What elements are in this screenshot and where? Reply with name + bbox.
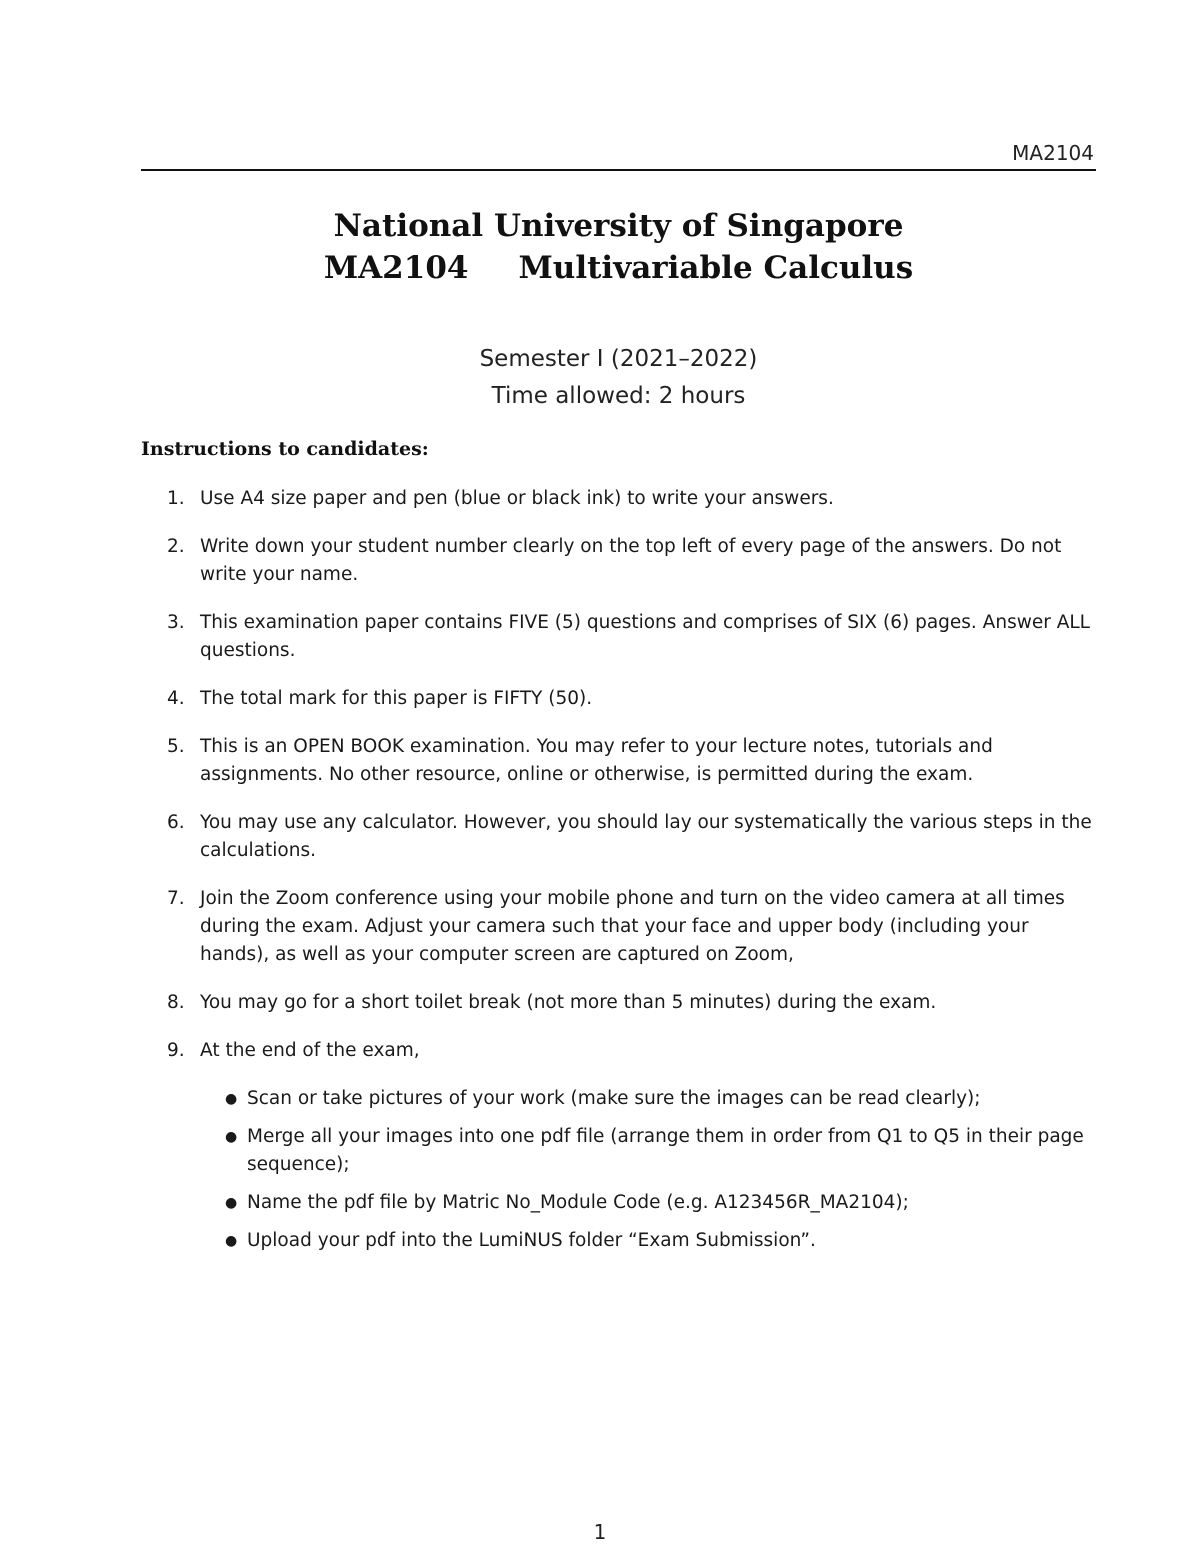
instruction-number: 1. xyxy=(167,488,185,509)
instruction-text: Join the Zoom conference using your mobile phone and turn on the video camera at all times during the exam. Adjust your camera such that your face and upper body (including your hands), as well as your computer screen are captured on Zoom, xyxy=(200,888,1065,965)
instruction-number: 8. xyxy=(167,992,185,1013)
bullet-icon: ● xyxy=(225,1195,238,1211)
instruction-number: 6. xyxy=(167,812,185,833)
course-title xyxy=(141,247,1096,289)
instruction-item xyxy=(141,733,1096,789)
title-block xyxy=(141,205,1096,289)
instruction-number: 9. xyxy=(167,1040,185,1061)
instructions-list xyxy=(141,485,1096,1275)
instruction-number: 4. xyxy=(167,688,185,709)
end-step-item xyxy=(200,1189,1096,1217)
end-step-item xyxy=(200,1085,1096,1113)
end-step-text: Scan or take pictures of your work (make sure the images can be read clearly); xyxy=(247,1088,981,1109)
end-step-text: Name the pdf file by Matric No_Module Code (e.g. A123456R_MA2104); xyxy=(247,1192,909,1213)
instruction-number: 7. xyxy=(167,888,185,909)
instruction-text: This examination paper contains FIVE (5) questions and comprises of SIX (6) pages. Answer ALL questions. xyxy=(200,612,1090,661)
exam-info xyxy=(141,341,1096,415)
instruction-text: At the end of the exam, xyxy=(200,1040,420,1061)
semester: Semester I (2021–2022) xyxy=(479,346,758,372)
end-step-item xyxy=(200,1123,1096,1179)
running-header-module-code: MA2104 xyxy=(1012,141,1094,165)
instruction-item xyxy=(141,1037,1096,1255)
course-name: Multivariable Calculus xyxy=(518,250,914,286)
instruction-text: You may use any calculator. However, you should lay our systematically the various steps in the calculations. xyxy=(200,812,1092,861)
instruction-text: This is an OPEN BOOK examination. You may refer to your lecture notes, tutorials and assignments. No other resource, online or otherwise, is permitted during the exam. xyxy=(200,736,993,785)
instruction-number: 3. xyxy=(167,612,185,633)
instructions-heading: Instructions to candidates: xyxy=(141,438,429,460)
instruction-item xyxy=(141,485,1096,513)
instruction-number: 5. xyxy=(167,736,185,757)
instruction-text: Write down your student number clearly on the top left of every page of the answers. Do not write your name. xyxy=(200,536,1062,585)
page-number: 1 xyxy=(593,1520,607,1544)
end-of-exam-steps xyxy=(200,1085,1096,1255)
end-step-item xyxy=(200,1227,1096,1255)
instruction-number: 2. xyxy=(167,536,185,557)
instruction-text: Use A4 size paper and pen (blue or black ink) to write your answers. xyxy=(200,488,834,509)
instruction-text: You may go for a short toilet break (not more than 5 minutes) during the exam. xyxy=(200,992,937,1013)
end-step-text: Upload your pdf into the LumiNUS folder “Exam Submission”. xyxy=(247,1230,816,1251)
end-step-text: Merge all your images into one pdf file (arrange them in order from Q1 to Q5 in their page sequence); xyxy=(247,1126,1084,1175)
instruction-item xyxy=(141,685,1096,713)
header-rule xyxy=(141,169,1096,171)
bullet-icon: ● xyxy=(225,1233,238,1249)
instruction-item xyxy=(141,533,1096,589)
course-code: MA2104 xyxy=(323,250,469,286)
bullet-icon: ● xyxy=(225,1129,238,1145)
university-name: National University of Singapore xyxy=(333,208,904,244)
instruction-item xyxy=(141,885,1096,969)
bullet-icon: ● xyxy=(225,1091,238,1107)
instruction-item xyxy=(141,809,1096,865)
instruction-item xyxy=(141,609,1096,665)
instruction-text: The total mark for this paper is FIFTY (50). xyxy=(200,688,593,709)
time-allowed: Time allowed: 2 hours xyxy=(491,383,746,409)
instruction-item xyxy=(141,989,1096,1017)
